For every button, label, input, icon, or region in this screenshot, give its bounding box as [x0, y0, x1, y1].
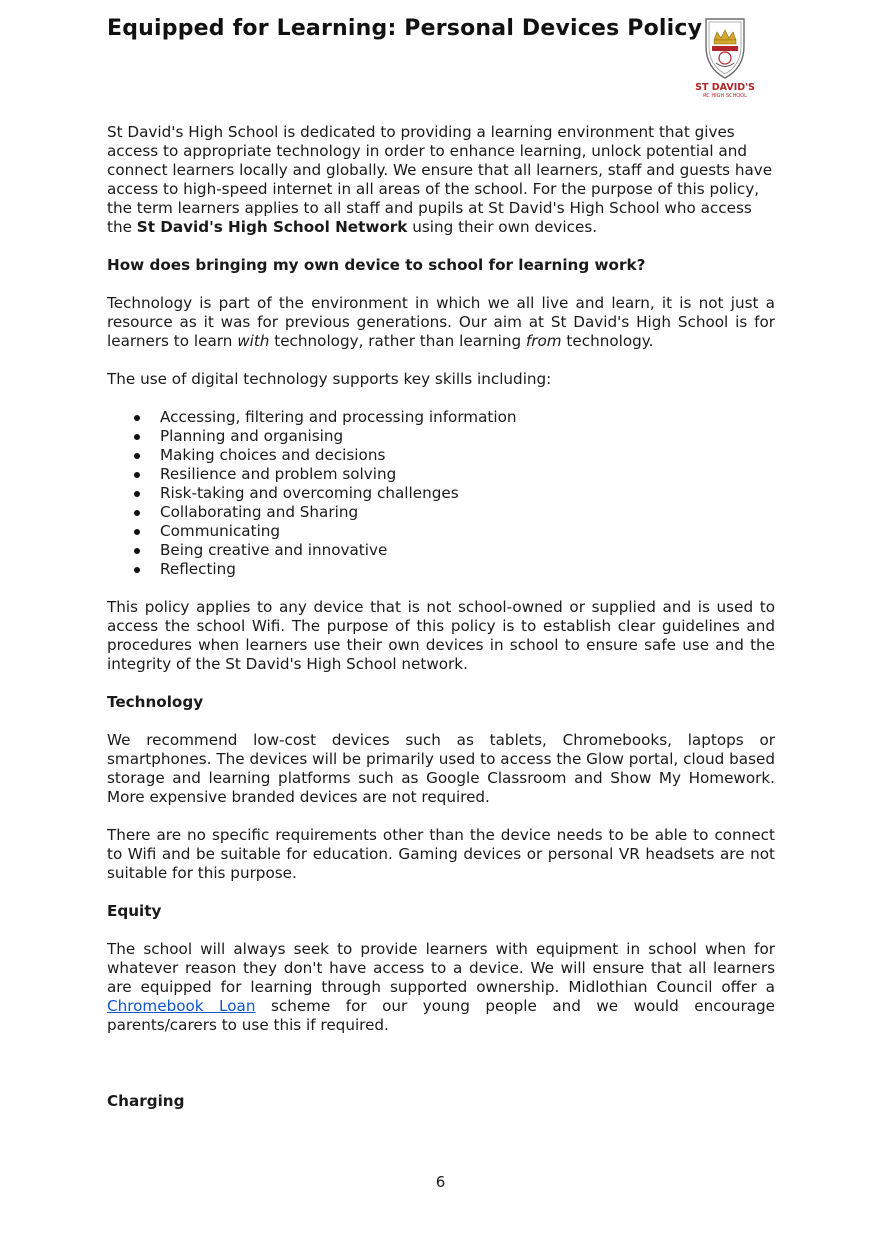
list-item: Communicating: [160, 522, 775, 541]
charging-heading: Charging: [107, 1092, 185, 1110]
list-item: Accessing, filtering and processing information: [160, 408, 775, 427]
page-title: Equipped for Learning: Personal Devices Policy: [107, 16, 703, 41]
key-skills-intro: The use of digital technology supports key skills including:: [107, 370, 552, 388]
equity-paragraph: The school will always seek to provide learners with equipment in school when for whatever reason they don't have access to a device. We will ensure that all learners are equipped for learning through supported ownership. Midlothian Council offer a Chromebook Loan scheme for our young people and we would encourage parents/carers to use this if required.: [107, 940, 776, 1034]
list-item: Risk-taking and overcoming challenges: [160, 484, 775, 503]
device-requirements-paragraph: There are no specific requirements other than the device needs to be able to connect to Wifi and be suitable for education. Gaming devices or personal VR headsets are not suitable for this purpose.: [107, 826, 775, 882]
key-skills-list: [107, 408, 775, 579]
school-crest-icon: [694, 16, 764, 100]
list-item: Reflecting: [160, 560, 775, 579]
logo-name: ST DAVID'S: [695, 82, 755, 93]
list-item: Making choices and decisions: [160, 446, 775, 465]
school-logo: [694, 16, 764, 100]
logo-subname: RC HIGH SCHOOL: [703, 93, 747, 99]
technology-environment-paragraph: Technology is part of the environment in which we all live and learn, it is not just a resource as it was for previous generations. Our aim at St David's High School is for learners to learn with technology, rather than learning from technology.: [107, 294, 775, 350]
list-item: Collaborating and Sharing: [160, 503, 775, 522]
equity-heading: Equity: [107, 902, 162, 920]
list-item: Planning and organising: [160, 427, 775, 446]
page-number: 6: [435, 1173, 446, 1191]
recommended-devices-paragraph: We recommend low-cost devices such as tablets, Chromebooks, laptops or smartphones. The devices will be primarily used to access the Glow portal, cloud based storage and learning platforms such as Google Classroom and Show My Homework. More expensive branded devices are not required.: [107, 731, 775, 806]
intro-paragraph: St David's High School is dedicated to providing a learning environment that gives access to appropriate technology in order to enhance learning, unlock potential and connect learners locally and globally. We ensure that all learners, staff and guests have access to high-speed internet in all areas of the school. For the purpose of this policy, the term learners applies to all staff and pupils at St David's High School who access the St David's High School Network using their own devices.: [107, 123, 773, 236]
policy-scope-paragraph: This policy applies to any device that is not school-owned or supplied and is used to access the school Wifi. The purpose of this policy is to establish clear guidelines and procedures when learners use their own devices in school to ensure safe use and the integrity of the St David's High School network.: [107, 598, 775, 673]
chromebook-loan-link[interactable]: Chromebook Loan: [107, 997, 256, 1015]
spacer: [107, 1054, 775, 1092]
list-item: Resilience and problem solving: [160, 465, 775, 484]
technology-heading: Technology: [107, 693, 204, 711]
network-name: St David's High School Network: [136, 218, 408, 236]
byod-heading: How does bringing my own device to school for learning work?: [107, 256, 646, 274]
document-body: [107, 123, 775, 1130]
list-item: Being creative and innovative: [160, 541, 775, 560]
